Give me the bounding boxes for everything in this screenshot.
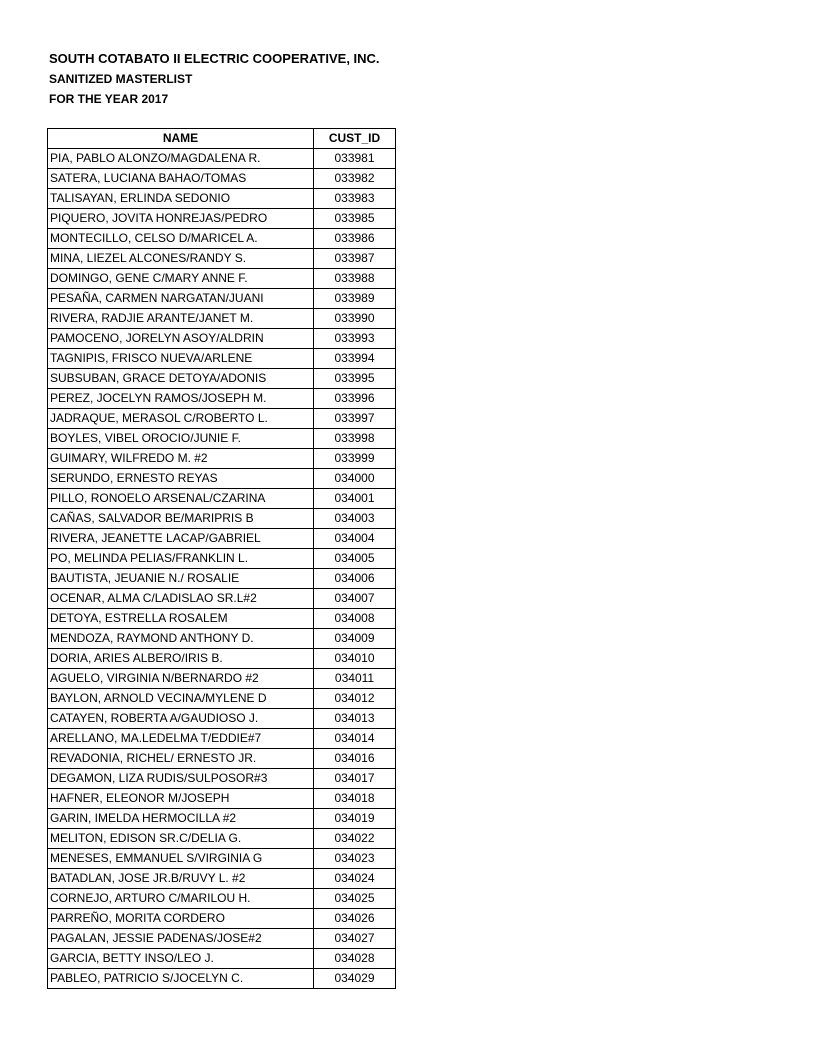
name-cell: TAGNIPIS, FRISCO NUEVA/ARLENE <box>48 349 314 369</box>
column-header-cust-id: CUST_ID <box>314 129 396 149</box>
cust-id-cell: 033988 <box>314 269 396 289</box>
cust-id-cell: 033983 <box>314 189 396 209</box>
cust-id-cell: 033995 <box>314 369 396 389</box>
name-cell: DEGAMON, LIZA RUDIS/SULPOSOR#3 <box>48 769 314 789</box>
name-cell: ARELLANO, MA.LEDELMA T/EDDIE#7 <box>48 729 314 749</box>
cust-id-cell: 034025 <box>314 889 396 909</box>
cust-id-cell: 033993 <box>314 329 396 349</box>
table-row <box>48 349 396 369</box>
cust-id-cell: 034009 <box>314 629 396 649</box>
cust-id-cell: 033989 <box>314 289 396 309</box>
cust-id-cell: 034013 <box>314 709 396 729</box>
cust-id-cell: 034019 <box>314 809 396 829</box>
document-subtitle: SANITIZED MASTERLIST <box>49 72 193 86</box>
name-cell: BOYLES, VIBEL OROCIO/JUNIE F. <box>48 429 314 449</box>
name-cell: BAYLON, ARNOLD VECINA/MYLENE D <box>48 689 314 709</box>
cust-id-cell: 034018 <box>314 789 396 809</box>
table-row <box>48 749 396 769</box>
name-cell: MONTECILLO, CELSO D/MARICEL A. <box>48 229 314 249</box>
table-row <box>48 329 396 349</box>
name-cell: SATERA, LUCIANA BAHAO/TOMAS <box>48 169 314 189</box>
table-row <box>48 649 396 669</box>
table-row <box>48 509 396 529</box>
name-cell: REVADONIA, RICHEL/ ERNESTO JR. <box>48 749 314 769</box>
table-row <box>48 849 396 869</box>
name-cell: MINA, LIEZEL ALCONES/RANDY S. <box>48 249 314 269</box>
name-cell: CAÑAS, SALVADOR BE/MARIPRIS B <box>48 509 314 529</box>
name-cell: TALISAYAN, ERLINDA SEDONIO <box>48 189 314 209</box>
name-cell: GARCIA, BETTY INSO/LEO J. <box>48 949 314 969</box>
cust-id-cell: 034022 <box>314 829 396 849</box>
cust-id-cell: 034027 <box>314 929 396 949</box>
cust-id-cell: 034003 <box>314 509 396 529</box>
cust-id-cell: 033997 <box>314 409 396 429</box>
cust-id-cell: 034005 <box>314 549 396 569</box>
table-row <box>48 529 396 549</box>
cust-id-cell: 034011 <box>314 669 396 689</box>
company-title: SOUTH COTABATO II ELECTRIC COOPERATIVE, INC. <box>49 51 380 66</box>
table-row <box>48 209 396 229</box>
table-row <box>48 149 396 169</box>
cust-id-cell: 033981 <box>314 149 396 169</box>
table-row <box>48 269 396 289</box>
cust-id-cell: 034028 <box>314 949 396 969</box>
name-cell: PEREZ, JOCELYN RAMOS/JOSEPH M. <box>48 389 314 409</box>
cust-id-cell: 034007 <box>314 589 396 609</box>
table-row <box>48 789 396 809</box>
table-row <box>48 709 396 729</box>
name-cell: DOMINGO, GENE C/MARY ANNE F. <box>48 269 314 289</box>
table-row <box>48 369 396 389</box>
name-cell: SERUNDO, ERNESTO REYAS <box>48 469 314 489</box>
table-row <box>48 809 396 829</box>
table-row <box>48 489 396 509</box>
name-cell: PARREÑO, MORITA CORDERO <box>48 909 314 929</box>
name-cell: RIVERA, RADJIE ARANTE/JANET M. <box>48 309 314 329</box>
table-row <box>48 629 396 649</box>
name-cell: BATADLAN, JOSE JR.B/RUVY L. #2 <box>48 869 314 889</box>
name-cell: SUBSUBAN, GRACE DETOYA/ADONIS <box>48 369 314 389</box>
table-row <box>48 889 396 909</box>
cust-id-cell: 033982 <box>314 169 396 189</box>
table-body <box>48 149 396 989</box>
name-cell: DORIA, ARIES ALBERO/IRIS B. <box>48 649 314 669</box>
name-cell: MELITON, EDISON SR.C/DELIA G. <box>48 829 314 849</box>
table-row <box>48 549 396 569</box>
cust-id-cell: 033987 <box>314 249 396 269</box>
table-row <box>48 869 396 889</box>
name-cell: PABLEO, PATRICIO S/JOCELYN C. <box>48 969 314 989</box>
table-row <box>48 729 396 749</box>
table-row <box>48 449 396 469</box>
name-cell: PAMOCENO, JORELYN ASOY/ALDRIN <box>48 329 314 349</box>
table-row <box>48 909 396 929</box>
name-cell: PIA, PABLO ALONZO/MAGDALENA R. <box>48 149 314 169</box>
table-row <box>48 429 396 449</box>
table-row <box>48 289 396 309</box>
cust-id-cell: 033985 <box>314 209 396 229</box>
table-row <box>48 949 396 969</box>
table-row <box>48 189 396 209</box>
year-line: FOR THE YEAR 2017 <box>49 92 169 106</box>
cust-id-cell: 034016 <box>314 749 396 769</box>
cust-id-cell: 034014 <box>314 729 396 749</box>
table-row <box>48 249 396 269</box>
table-row <box>48 769 396 789</box>
header-row <box>48 129 396 149</box>
table-row <box>48 929 396 949</box>
name-cell: PIQUERO, JOVITA HONREJAS/PEDRO <box>48 209 314 229</box>
name-cell: CORNEJO, ARTURO C/MARILOU H. <box>48 889 314 909</box>
cust-id-cell: 034012 <box>314 689 396 709</box>
name-cell: DETOYA, ESTRELLA ROSALEM <box>48 609 314 629</box>
name-cell: PESAÑA, CARMEN NARGATAN/JUANI <box>48 289 314 309</box>
cust-id-cell: 034017 <box>314 769 396 789</box>
table-row <box>48 229 396 249</box>
cust-id-cell: 034023 <box>314 849 396 869</box>
column-header-name: NAME <box>48 129 314 149</box>
name-cell: RIVERA, JEANETTE LACAP/GABRIEL <box>48 529 314 549</box>
cust-id-cell: 034026 <box>314 909 396 929</box>
table-row <box>48 169 396 189</box>
table-row <box>48 669 396 689</box>
table-row <box>48 589 396 609</box>
name-cell: GARIN, IMELDA HERMOCILLA #2 <box>48 809 314 829</box>
table-row <box>48 829 396 849</box>
name-cell: AGUELO, VIRGINIA N/BERNARDO #2 <box>48 669 314 689</box>
name-cell: HAFNER, ELEONOR M/JOSEPH <box>48 789 314 809</box>
name-cell: JADRAQUE, MERASOL C/ROBERTO L. <box>48 409 314 429</box>
name-cell: PAGALAN, JESSIE PADENAS/JOSE#2 <box>48 929 314 949</box>
table-row <box>48 609 396 629</box>
cust-id-cell: 033998 <box>314 429 396 449</box>
cust-id-cell: 034000 <box>314 469 396 489</box>
name-cell: BAUTISTA, JEUANIE N./ ROSALIE <box>48 569 314 589</box>
cust-id-cell: 034001 <box>314 489 396 509</box>
name-cell: CATAYEN, ROBERTA A/GAUDIOSO J. <box>48 709 314 729</box>
cust-id-cell: 034029 <box>314 969 396 989</box>
name-cell: MENDOZA, RAYMOND ANTHONY D. <box>48 629 314 649</box>
table-row <box>48 689 396 709</box>
table-row <box>48 409 396 429</box>
cust-id-cell: 034006 <box>314 569 396 589</box>
cust-id-cell: 033994 <box>314 349 396 369</box>
table-row <box>48 569 396 589</box>
cust-id-cell: 033999 <box>314 449 396 469</box>
cust-id-cell: 033990 <box>314 309 396 329</box>
cust-id-cell: 033996 <box>314 389 396 409</box>
masterlist-table <box>47 128 396 989</box>
cust-id-cell: 034008 <box>314 609 396 629</box>
table-row <box>48 389 396 409</box>
name-cell: MENESES, EMMANUEL S/VIRGINIA G <box>48 849 314 869</box>
table-row <box>48 469 396 489</box>
cust-id-cell: 034010 <box>314 649 396 669</box>
cust-id-cell: 033986 <box>314 229 396 249</box>
name-cell: PILLO, RONOELO ARSENAL/CZARINA <box>48 489 314 509</box>
document-header <box>49 50 380 107</box>
cust-id-cell: 034024 <box>314 869 396 889</box>
table-row <box>48 309 396 329</box>
name-cell: GUIMARY, WILFREDO M. #2 <box>48 449 314 469</box>
name-cell: OCENAR, ALMA C/LADISLAO SR.L#2 <box>48 589 314 609</box>
name-cell: PO, MELINDA PELIAS/FRANKLIN L. <box>48 549 314 569</box>
cust-id-cell: 034004 <box>314 529 396 549</box>
table-row <box>48 969 396 989</box>
